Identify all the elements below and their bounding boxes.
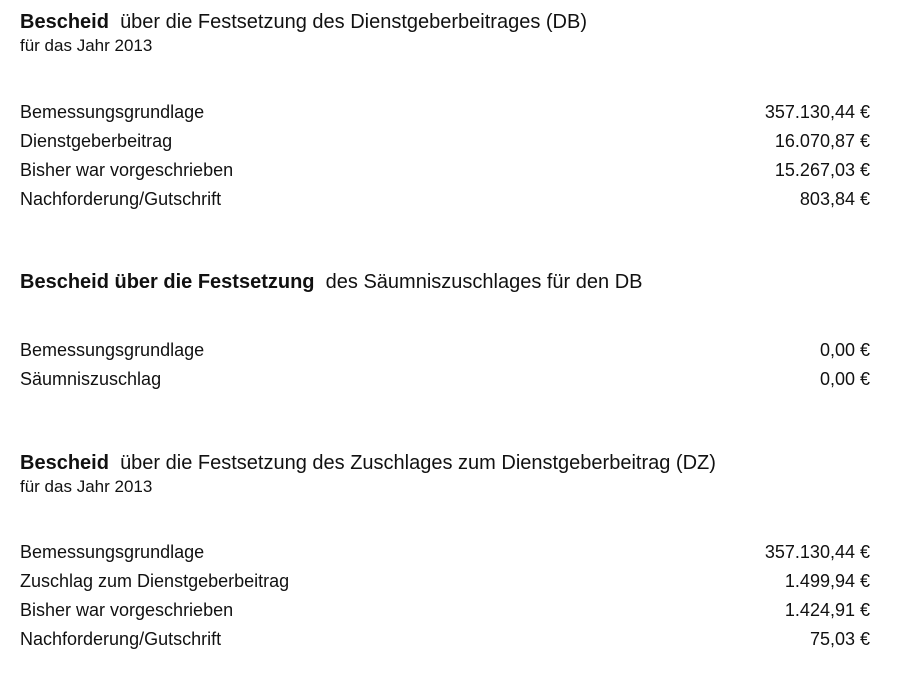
section-heading <box>20 451 870 475</box>
row-value: 0,00 € <box>819 369 870 389</box>
heading-text: über die Festsetzung des Dienstgeberbeitrages (DB) <box>120 11 587 33</box>
section-late-payment-surcharge <box>20 270 870 389</box>
section-dz-assessment <box>20 451 870 649</box>
amount-row <box>20 127 870 156</box>
row-label: Nachforderung/Gutschrift <box>20 629 222 649</box>
amount-row <box>20 185 870 214</box>
row-value: 15.267,03 € <box>774 160 870 180</box>
row-value: 16.070,87 € <box>774 131 870 151</box>
amount-row <box>20 538 870 567</box>
amount-row <box>20 365 870 394</box>
amount-table <box>20 336 870 394</box>
heading-text: über die Festsetzung des Zuschlages zum Dienstgeberbeitrag (DZ) <box>120 452 716 474</box>
amount-row <box>20 596 870 625</box>
amount-row <box>20 336 870 365</box>
row-value: 357.130,44 € <box>764 102 870 122</box>
row-label: Dienstgeberbeitrag <box>20 131 173 151</box>
heading-text: des Säumniszuschlages für den DB <box>325 271 643 293</box>
row-label: Bisher war vorgeschrieben <box>20 160 234 180</box>
row-value: 803,84 € <box>799 189 870 209</box>
row-value: 357.130,44 € <box>764 542 870 562</box>
row-label: Nachforderung/Gutschrift <box>20 189 222 209</box>
row-label: Bemessungsgrundlage <box>20 102 205 122</box>
amount-table <box>20 538 870 654</box>
row-label: Zuschlag zum Dienstgeberbeitrag <box>20 571 290 591</box>
heading-bold: Bescheid <box>20 11 109 33</box>
row-label: Bisher war vorgeschrieben <box>20 600 234 620</box>
amount-row <box>20 156 870 185</box>
amount-row <box>20 98 870 127</box>
row-value: 1.424,91 € <box>784 600 870 620</box>
row-value: 1.499,94 € <box>784 571 870 591</box>
section-db-assessment <box>20 10 870 209</box>
row-label: Säumniszuschlag <box>20 369 162 389</box>
amount-table <box>20 98 870 214</box>
heading-bold: Bescheid <box>20 452 109 474</box>
section-subheading: für das Jahr 2013 <box>20 477 153 496</box>
row-label: Bemessungsgrundlage <box>20 340 205 360</box>
row-value: 75,03 € <box>809 629 870 649</box>
amount-row <box>20 625 870 654</box>
row-value: 0,00 € <box>819 340 870 360</box>
section-heading <box>20 270 870 294</box>
amount-row <box>20 567 870 596</box>
heading-bold: Bescheid über die Festsetzung <box>20 271 315 293</box>
section-subheading: für das Jahr 2013 <box>20 36 153 55</box>
section-heading <box>20 10 870 34</box>
row-label: Bemessungsgrundlage <box>20 542 205 562</box>
